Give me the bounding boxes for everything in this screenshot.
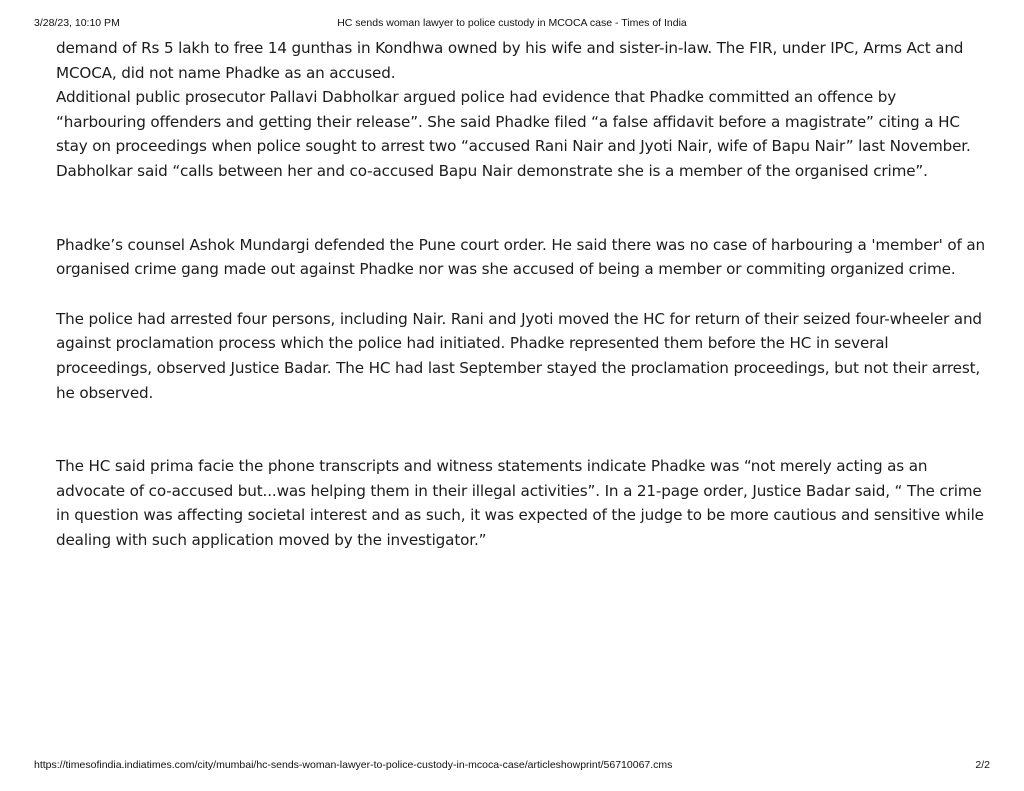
print-header [34,17,990,31]
article-paragraph: Phadke’s counsel Ashok Mundargi defended the Pune court order. He said there was no case of harbouring a 'member' of an organised crime gang made out against Phadke nor was she accused of being a member or commiting organized crime. [56,235,986,279]
article-paragraph: The police had arrested four persons, including Nair. Rani and Jyoti moved the HC for return of their seized four-wheeler and against proclamation process which the police had initiated. Phadke represented them before the HC in several proceedings, observed Justice Badar. The HC had last September stayed the proclamation proceedings, but not their arrest, he observed. [56,309,982,402]
article-paragraph: demand of Rs 5 lakh to free 14 gunthas in Kondhwa owned by his wife and sister-in-law. The FIR, under IPC, Arms Act and MCOCA, did not name Phadke as an accused. [56,39,964,82]
print-footer [34,759,990,773]
paragraph-spacer [56,282,986,307]
print-datetime: 3/28/23, 10:10 PM [34,17,120,29]
page-number: 2/2 [975,759,990,771]
source-url: https://timesofindia.indiatimes.com/city/mumbai/hc-sends-woman-lawyer-to-police-custody-in-mcoca-case/articleshowprint/56710067.cms [34,759,673,771]
print-page-title: HC sends woman lawyer to police custody in MCOCA case - Times of India [337,17,687,29]
article-paragraph: Additional public prosecutor Pallavi Dabholkar argued police had evidence that Phadke committed an offence by “harbouring offenders and getting their release”. She said Phadke filed “a false affidavit before a magistrate” citing a HC stay on proceedings when police sought to arrest two “accused Rani Nair and Jyoti Nair, wife of Bapu Nair” last November. Dabholkar said “calls between her and co-accused Bapu Nair demonstrate she is a member of the organised crime”. [56,88,971,180]
article-paragraph: The HC said prima facie the phone transcripts and witness statements indicate Phadke was “not merely acting as an advocate of co-accused but...was helping them in their illegal activities”. In a 21-page order, Justice Badar said, “ The crime in question was affecting societal interest and as such, it was expected of the judge to be more cautious and sensitive while dealing with such application moved by the investigator.” [56,457,984,549]
paragraph-spacer [56,405,986,454]
paragraph-spacer [56,184,986,233]
article-body [56,36,986,553]
